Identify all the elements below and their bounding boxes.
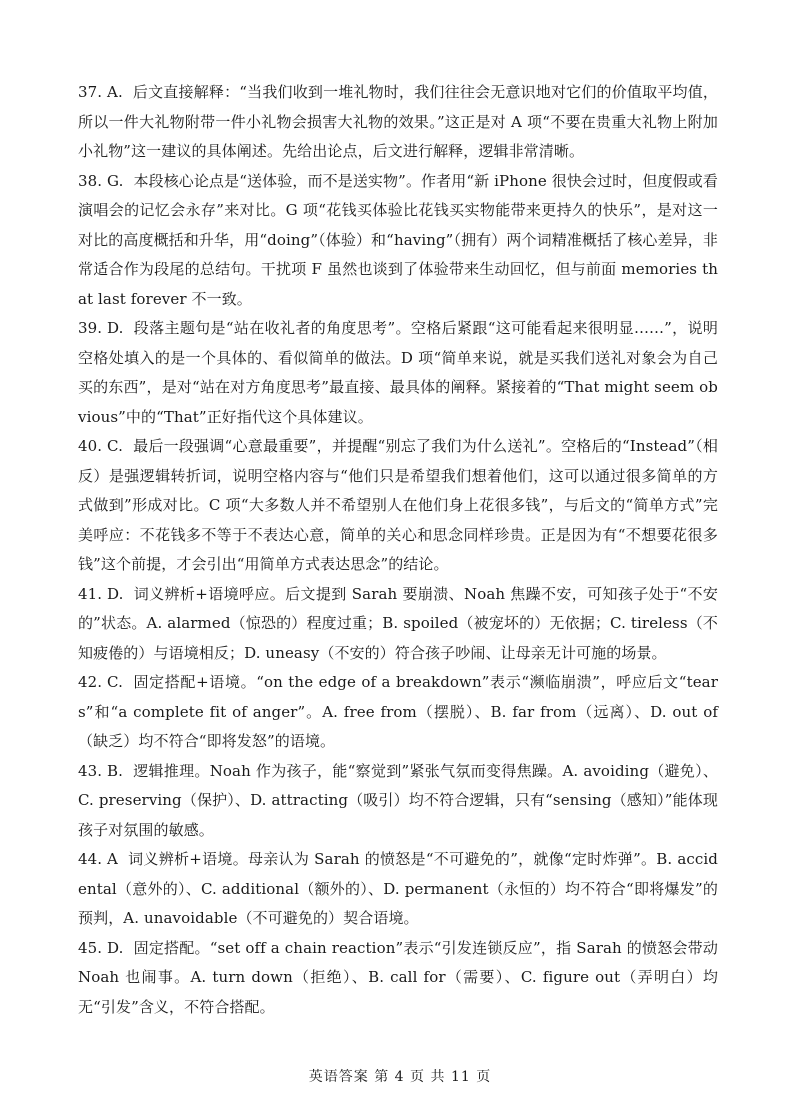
answer-41 [78,580,718,669]
answer-explanation: 词义辨析+语境呼应。后文提到 Sarah 要崩溃、Noah 焦躁不安，可知孩子处于“不安的”状态。A. alarmed（惊恐的）程度过重；B. spoiled（被宠坏的）无依据；C. tireless（不知疲倦的）与语境相反；D. uneasy（不安的）符合孩子吵闹、让母亲无计可施的场景。 [78,584,718,662]
answer-explanation: 固定搭配+语境。“on the edge of a breakdown”表示“濒临崩溃”，呼应后文“tears”和“a complete fit of anger”。A. free from（摆脱）、B. far from（远离）、D. out of（缺乏）均不符合“即将发怒”的语境。 [78,673,718,750]
answer-number: 39. D. [78,319,124,337]
answer-38 [78,167,718,315]
page-footer: 英语答案 第 4 页 共 11 页 [308,1069,492,1085]
answer-number: 41. D. [78,584,124,603]
answer-number: 45. D. [78,938,124,957]
answer-45 [78,934,718,1023]
answer-39 [78,314,718,432]
answer-40 [78,432,718,580]
answer-37 [78,78,718,167]
answer-number: 42. C. [78,673,123,691]
answer-explanation: 逻辑推理。Noah 作为孩子，能“察觉到”紧张气氛而变得焦躁。A. avoiding（避免）、C. preserving（保护）、D. attracting（吸引）均不符合逻辑，只有“sensing（感知）”能体现孩子对氛围的敏感。 [78,761,718,839]
answer-43 [78,757,718,846]
answer-explanation: 固定搭配。“set off a chain reaction”表示“引发连锁反应”，指 Sarah 的愤怒会带动 Noah 也闹事。A. turn down（拒绝）、B. call for（需要）、C. figure out（弄明白）均无“引发”含义，不符合搭配。 [78,938,718,1016]
answer-explanation: 最后一段强调“心意最重要”，并提醒“别忘了我们为什么送礼”。空格后的“Instead”（相反）是强逻辑转折词，说明空格内容与“他们只是希望我们想着他们，这可以通过很多简单的方式做到”形成对比。C 项“大多数人并不希望别人在他们身上花很多钱”，与后文的“简单方式”完美呼应：不花钱多不等于不表达心意，简单的关心和思念同样珍贵。正是因为有“不想要花很多钱”这个前提，才会引出“用简单方式表达思念”的结论。 [78,437,718,573]
answer-number: 38. G. [78,171,124,190]
answer-number: 44. A [78,850,118,868]
answer-number: 40. C. [78,437,123,455]
answer-explanation: 段落主题句是“站在收礼者的角度思考”。空格后紧跟“这可能看起来很明显……”，说明空格处填入的是一个具体的、看似简单的做法。D 项“简单来说，就是买我们送礼对象会为自己买的东西”，是对“站在对方角度思考”最直接、最具体的阐释。紧接着的“That might seem obvious”中的“That”正好指代这个具体建议。 [78,319,718,426]
answer-number: 37. A. [78,83,123,101]
answer-42 [78,668,718,757]
answer-number: 43. B. [78,761,124,780]
answer-44 [78,845,718,934]
answer-explanation: 词义辨析+语境。母亲认为 Sarah 的愤怒是“不可避免的”，就像“定时炸弹”。B. accidental（意外的）、C. additional（额外的）、D. permanent（永恒的）均不符合“即将爆发”的预判，A. unavoidable（不可避免的）契合语境。 [78,850,718,927]
answer-explanation: 本段核心论点是“送体验，而不是送实物”。作者用“新 iPhone 很快会过时，但度假或看演唱会的记忆会永存”来对比。G 项“花钱买体验比花钱买实物能带来更持久的快乐”，是对这一对比的高度概括和升华，用“doing”（体验）和“having”（拥有）两个词精准概括了核心差异，非常适合作为段尾的总结句。干扰项 F 虽然也谈到了体验带来生动回忆，但与前面 memories that last forever 不一致。 [78,171,718,308]
answer-list [78,78,718,1022]
answer-explanation: 后文直接解释：“当我们收到一堆礼物时，我们往往会无意识地对它们的价值取平均值，所以一件大礼物附带一件小礼物会损害大礼物的效果。”这正是对 A 项“不要在贵重大礼物上附加小礼物”这一建议的具体阐述。先给出论点，后文进行解释，逻辑非常清晰。 [78,83,718,160]
